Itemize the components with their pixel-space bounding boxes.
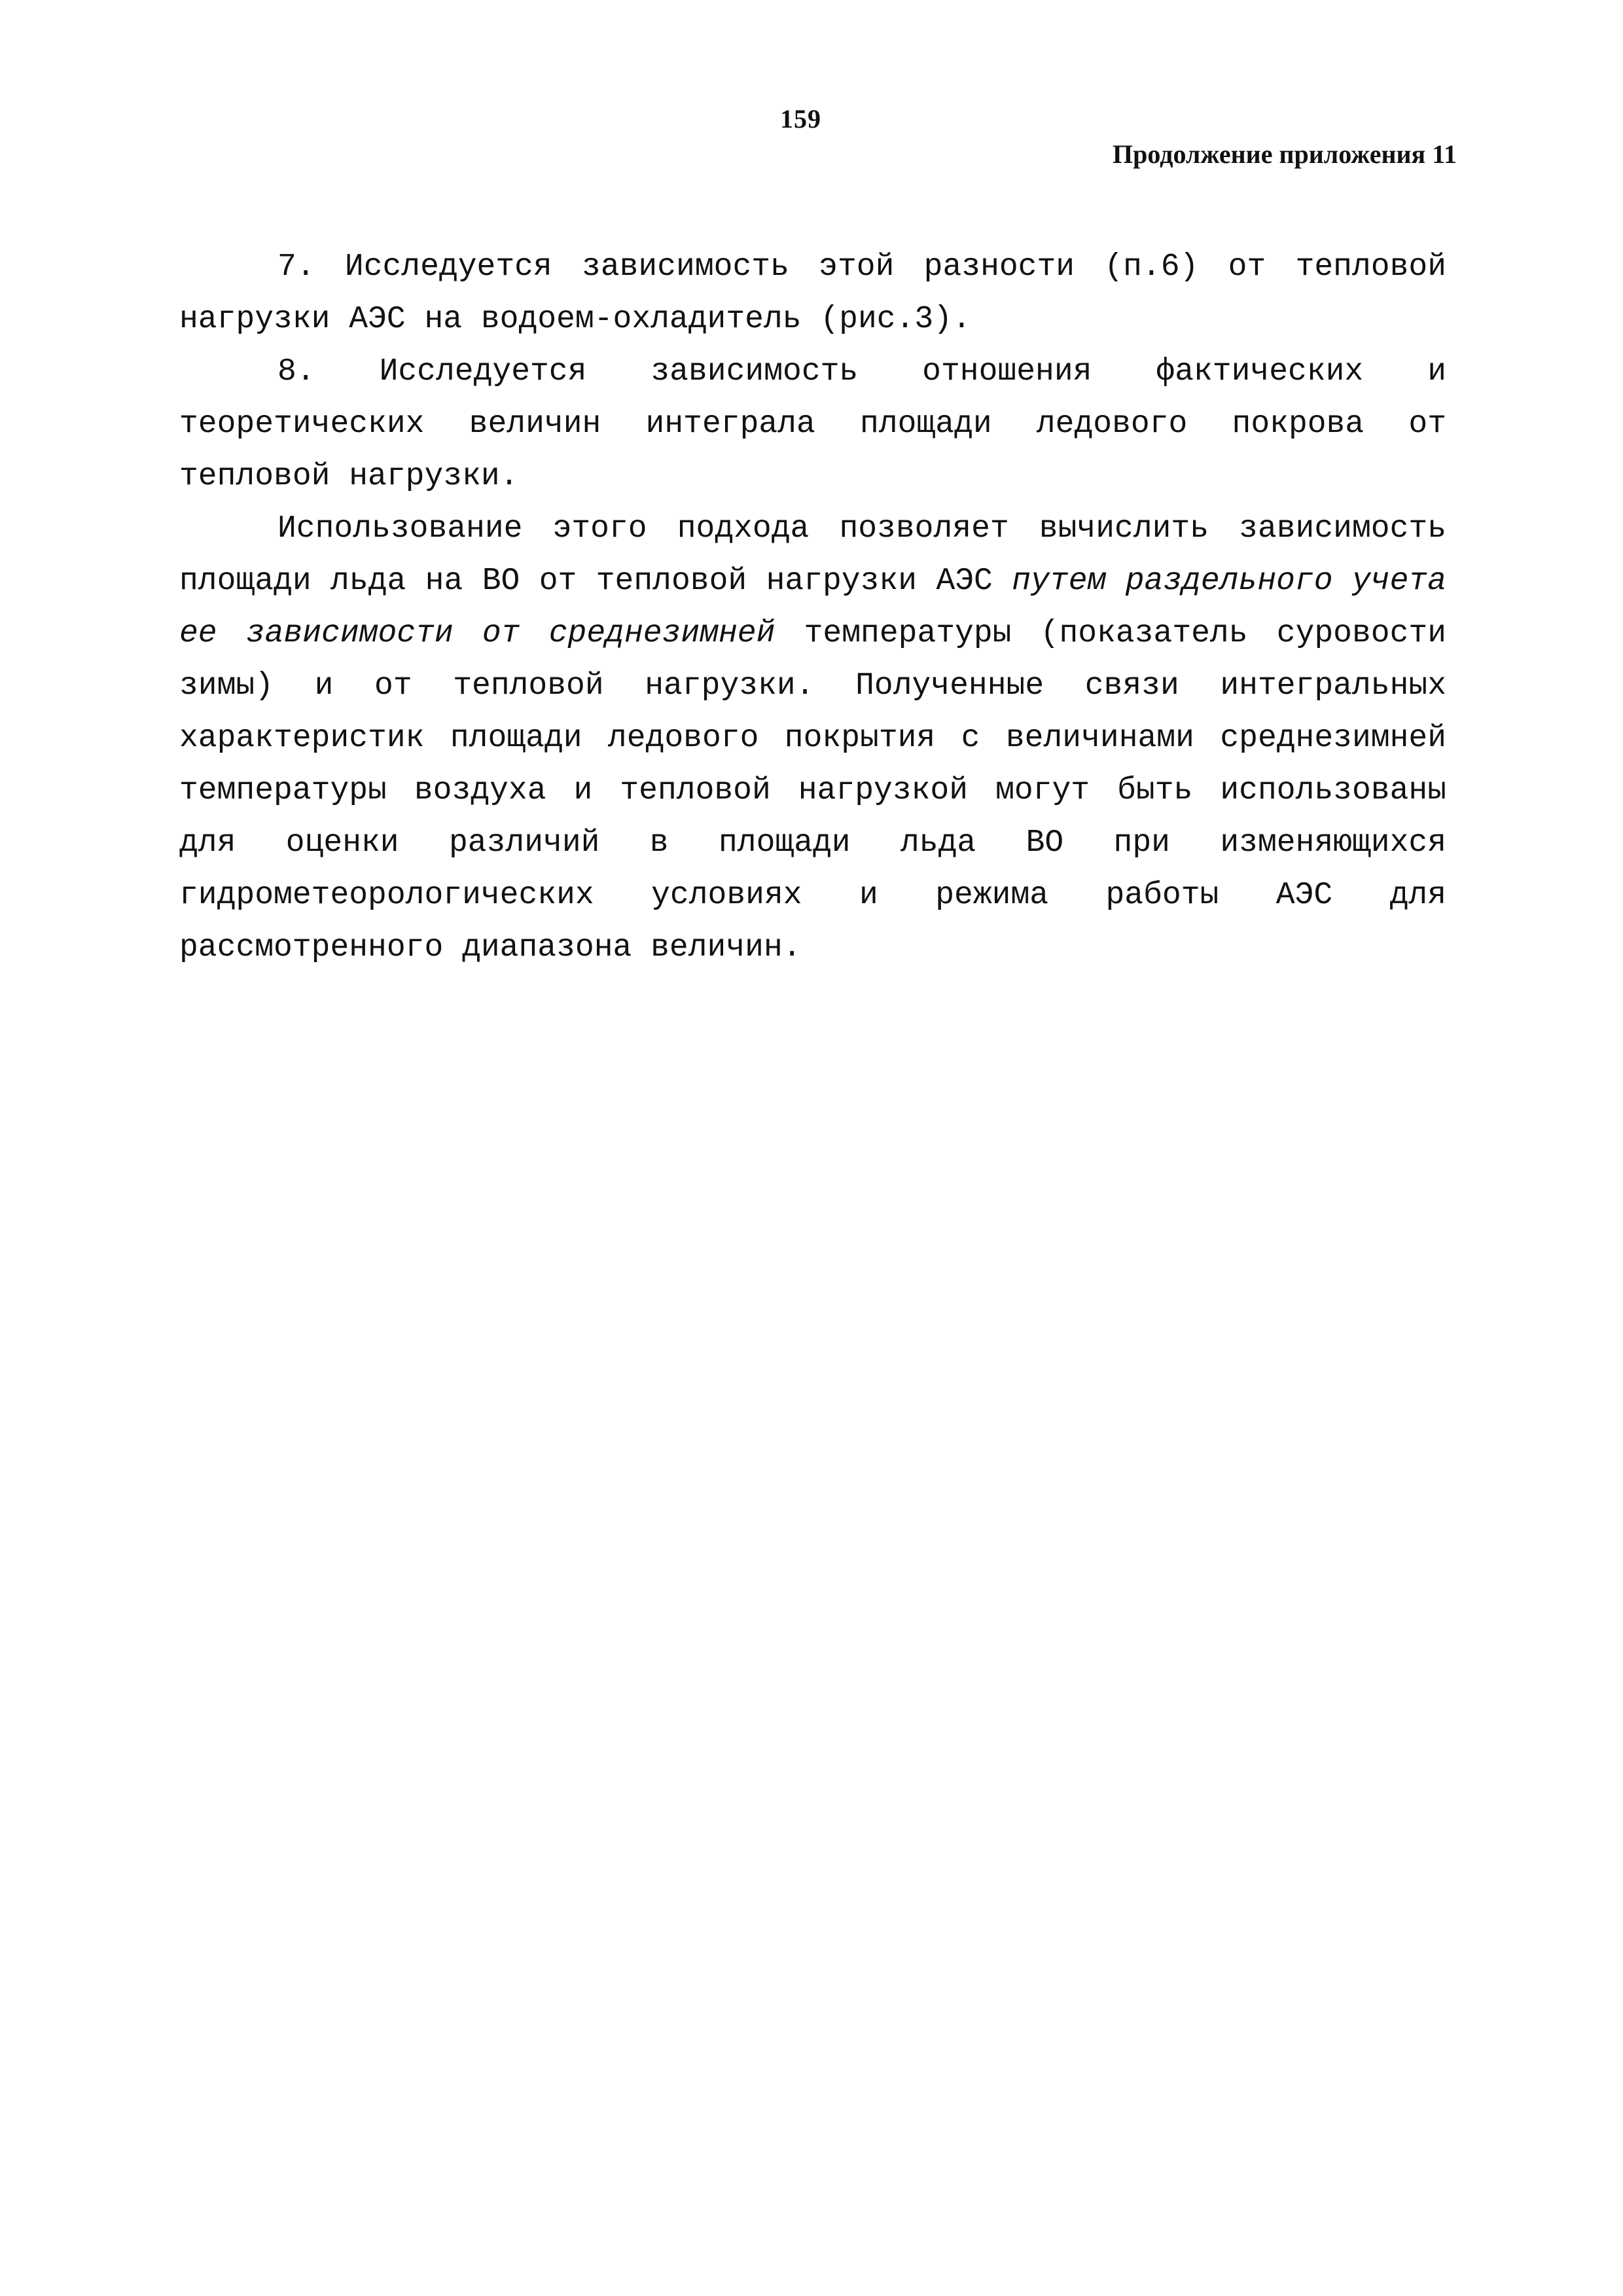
paragraph-approach bbox=[179, 503, 1446, 974]
appendix-continuation-header: Продолжение приложения 11 bbox=[1113, 139, 1457, 169]
paragraph-approach-italic: путем раздельного учета ее зависимости от среднезимней bbox=[179, 564, 1447, 651]
paragraph-item-7: 7. Исследуется зависимость этой разности (п.6) от тепловой нагрузки АЭС на водоем-охладитель (рис.3). bbox=[179, 249, 1446, 337]
paragraph-approach-lead: Использование этого подхода позволяет вычислить зависимость площади льда на ВО от тепловой нагрузки АЭС bbox=[179, 511, 1446, 599]
paragraph-item-8: 8. Исследуется зависимость отношения фактических и теоретических величин интеграла площади ледового покрова от тепловой нагрузки. bbox=[179, 354, 1446, 494]
paragraph-approach-tail: температуры (показатель суровости зимы) и от тепловой нагрузки. Полученные связи интегральных характеристик площади ледового покрытия с величинами среднезимней температуры воздуха и тепловой нагрузкой могут быть использованы для оценки различий в площади льда ВО при изменяющихся гидрометеорологических условиях и режима работы АЭС для рассмотренного диапазона величин. bbox=[179, 616, 1446, 965]
document-body bbox=[179, 241, 1446, 974]
page-number: 159 bbox=[780, 104, 821, 134]
